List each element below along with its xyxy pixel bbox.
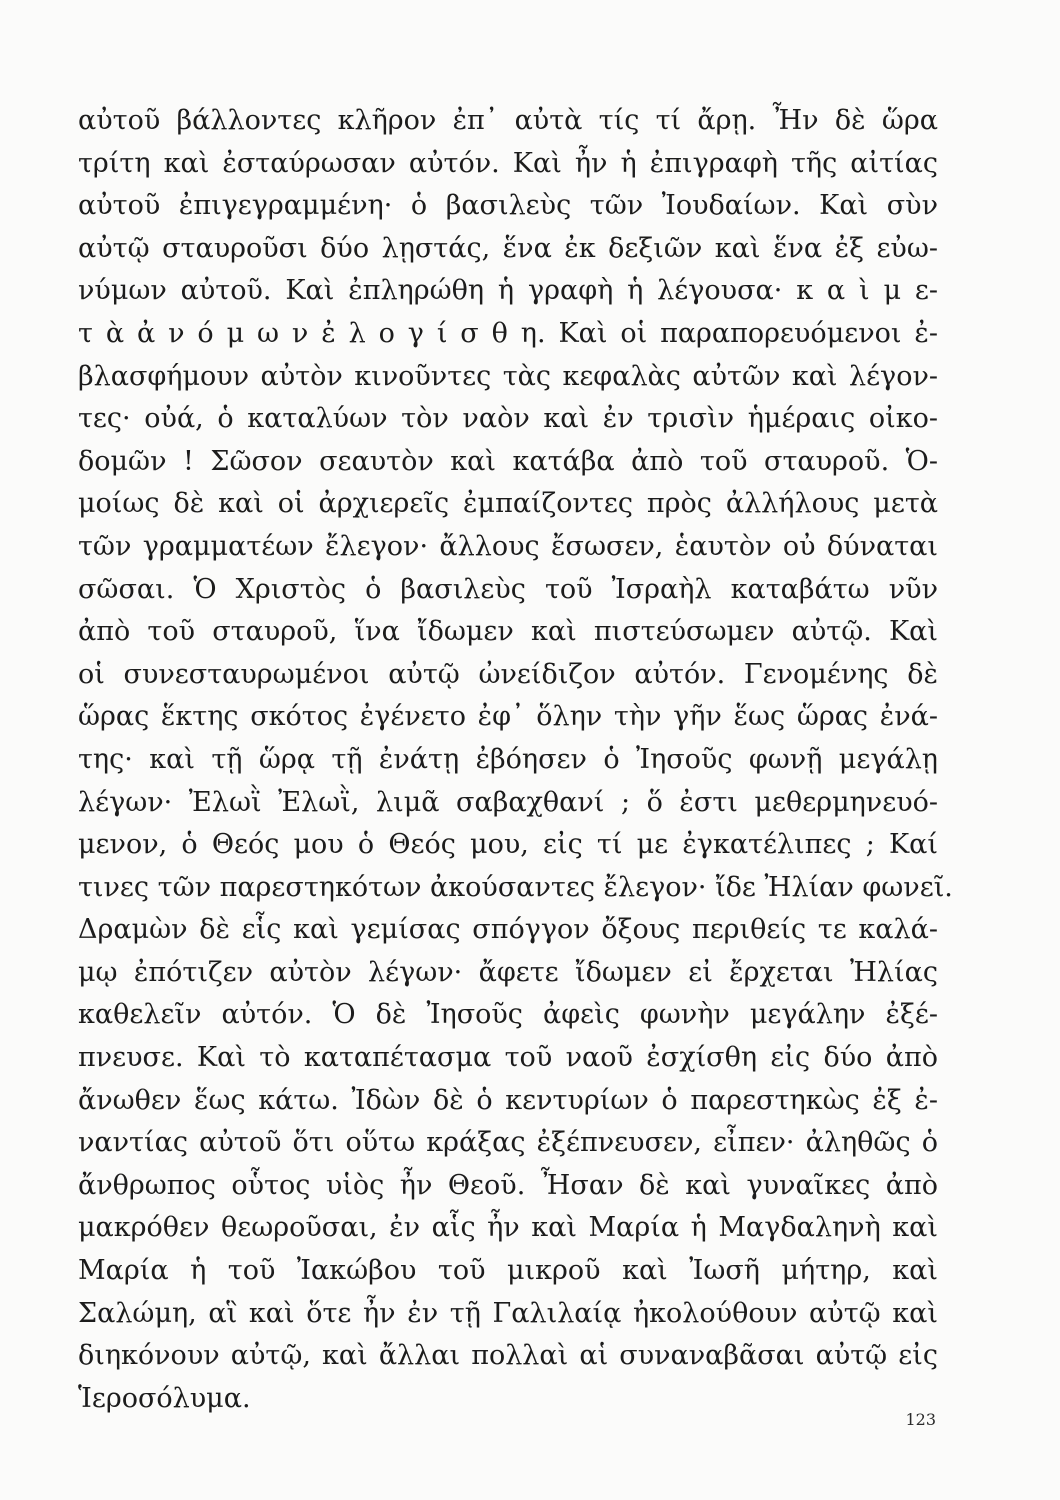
text-line: Μαρία ἡ τοῦ Ἰακώβου τοῦ μικροῦ καὶ Ἰωσῆ μήτηρ, καὶ xyxy=(78,1255,938,1287)
text-line: καθελεῖν αὐτόν. Ὁ δὲ Ἰησοῦς ἀφεὶς φωνὴν μεγάλην ἐξέ- xyxy=(78,999,938,1031)
text-line: μενον, ὁ Θεός μου ὁ Θεός μου, εἰς τί με ἐγκατέλιπες ; Καί xyxy=(78,829,938,861)
text-line: μακρόθεν θεωροῦσαι, ἐν αἷς ἦν καὶ Μαρία ἡ Μαγδαληνὴ καὶ xyxy=(78,1212,938,1244)
text-line: σῶσαι. Ὁ Χριστὸς ὁ βασιλεὺς τοῦ Ἰσραὴλ καταβάτω νῦν xyxy=(78,573,938,605)
text-line: μῳ ἐπότιζεν αὐτὸν λέγων· ἄφετε ἴδωμεν εἰ ἔρχεται Ἠλίας xyxy=(78,956,938,988)
text-line: τῶν γραμματέων ἔλεγον· ἄλλους ἔσωσεν, ἑαυτὸν οὐ δύναται xyxy=(78,530,938,562)
text-line: οἱ συνεσταυρωμένοι αὐτῷ ὠνείδιζον αὐτόν. Γενομένης δὲ xyxy=(78,658,938,690)
text-line: ἄνωθεν ἕως κάτω. Ἰδὼν δὲ ὁ κεντυρίων ὁ παρεστηκὼς ἐξ ἐ- xyxy=(78,1084,938,1116)
text-line: βλασφήμουν αὐτὸν κινοῦντες τὰς κεφαλὰς αὐτῶν καὶ λέγον- xyxy=(78,360,938,392)
text-line: της· καὶ τῇ ὥρᾳ τῇ ἐνάτῃ ἐβόησεν ὁ Ἰησοῦς φωνῇ μεγάλῃ xyxy=(78,743,938,775)
text-line: τρίτη καὶ ἐσταύρωσαν αὐτόν. Καὶ ἦν ἡ ἐπιγραφὴ τῆς αἰτίας xyxy=(78,147,938,179)
text-line: Δραμὼν δὲ εἷς καὶ γεμίσας σπόγγον ὄξους περιθείς τε καλά- xyxy=(78,914,938,946)
text-line: λέγων· Ἐλωῒ Ἐλωῒ, λιμᾶ σαβαχθανί ; ὅ ἐστι μεθερμηνευό- xyxy=(78,786,938,818)
text-line: ὥρας ἕκτης σκότος ἐγένετο ἐφ᾽ ὅλην τὴν γῆν ἕως ὥρας ἐνά- xyxy=(78,701,938,733)
page-number: 123 xyxy=(905,1410,936,1429)
text-line: μοίως δὲ καὶ οἱ ἀρχιερεῖς ἐμπαίζοντες πρὸς ἀλλήλους μετὰ xyxy=(78,488,938,520)
text-line: τινες τῶν παρεστηκότων ἀκούσαντες ἔλεγον· ἴδε Ἠλίαν φωνεῖ. xyxy=(78,871,953,903)
text-line: τ ὰ ἀ ν ό μ ω ν ἐ λ ο γ ί σ θ η. Καὶ οἱ παραπορευόμενοι ἐ- xyxy=(78,317,938,349)
text-line: Ἱεροσόλυμα. xyxy=(78,1382,251,1414)
text-line: ἀπὸ τοῦ σταυροῦ, ἵνα ἴδωμεν καὶ πιστεύσωμεν αὐτῷ. Καὶ xyxy=(78,616,938,648)
text-line: δομῶν ! Σῶσον σεαυτὸν καὶ κατάβα ἀπὸ τοῦ σταυροῦ. Ὁ- xyxy=(78,445,938,477)
text-line: Σαλώμη, αἳ καὶ ὅτε ἦν ἐν τῇ Γαλιλαίᾳ ἠκολούθουν αὐτῷ καὶ xyxy=(78,1297,938,1329)
text-line: αὐτοῦ ἐπιγεγραμμένη· ὁ βασιλεὺς τῶν Ἰουδαίων. Καὶ σὺν xyxy=(78,190,938,222)
text-line: διηκόνουν αὐτῷ, καὶ ἄλλαι πολλαὶ αἱ συναναβᾶσαι αὐτῷ εἰς xyxy=(78,1340,938,1372)
text-line: τες· οὐά, ὁ καταλύων τὸν ναὸν καὶ ἐν τρισὶν ἡμέραις οἰκο- xyxy=(78,403,938,435)
body-text xyxy=(78,100,953,1420)
text-line: ναντίας αὐτοῦ ὅτι οὕτω κράξας ἐξέπνευσεν, εἶπεν· ἀληθῶς ὁ xyxy=(78,1127,938,1159)
text-line: νύμων αὐτοῦ. Καὶ ἐπληρώθη ἡ γραφὴ ἡ λέγουσα· κ α ὶ μ ε- xyxy=(78,275,938,307)
text-line: αὐτοῦ βάλλοντες κλῆρον ἐπ᾽ αὐτὰ τίς τί ἄρῃ. Ἦν δὲ ὥρα xyxy=(78,105,938,136)
text-line: αὐτῷ σταυροῦσι δύο λῃστάς, ἕνα ἐκ δεξιῶν καὶ ἕνα ἐξ εὐω- xyxy=(78,232,938,264)
text-line: πνευσε. Καὶ τὸ καταπέτασμα τοῦ ναοῦ ἐσχίσθη εἰς δύο ἀπὸ xyxy=(78,1042,938,1074)
text-line: ἄνθρωπος οὗτος υἱὸς ἦν Θεοῦ. Ἦσαν δὲ καὶ γυναῖκες ἀπὸ xyxy=(78,1169,938,1201)
